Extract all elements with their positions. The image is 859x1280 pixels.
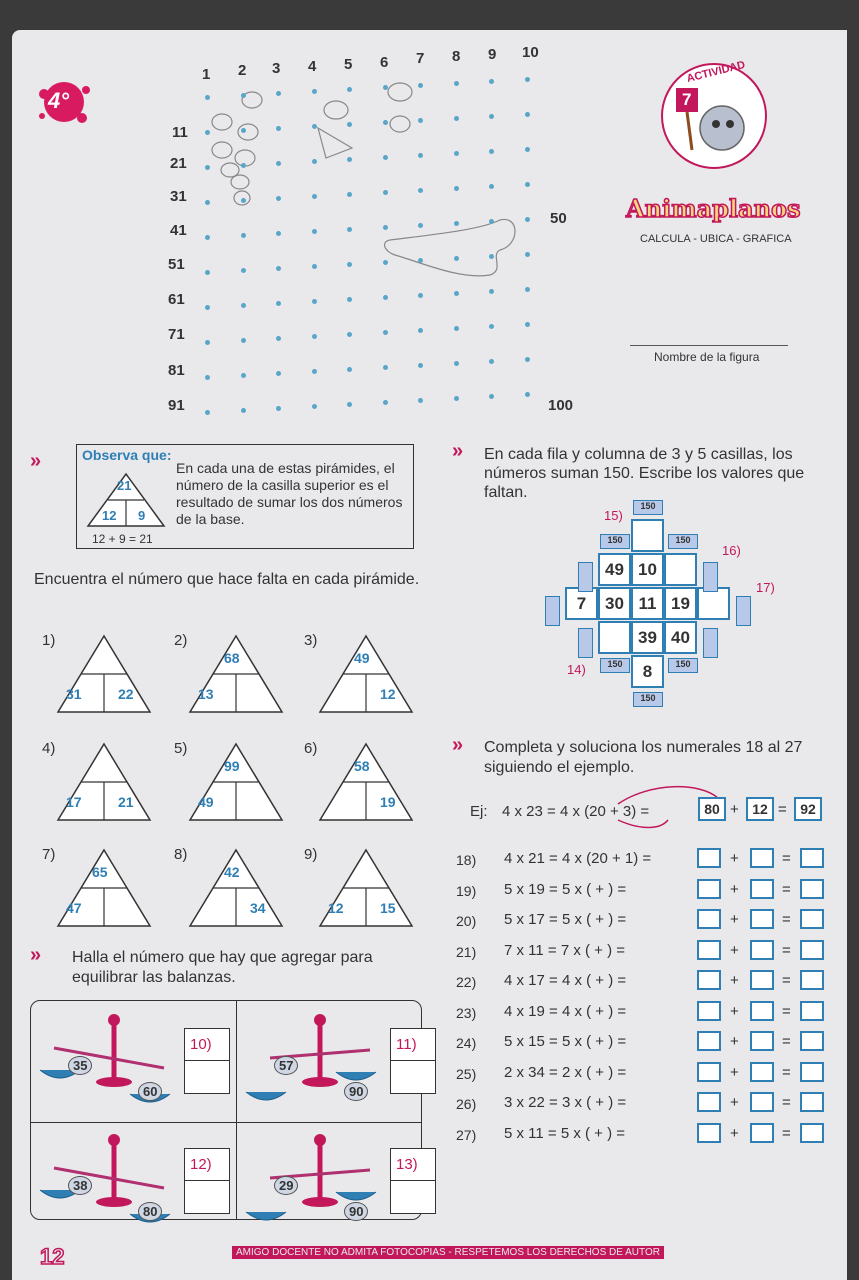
sum-tag: 150: [633, 500, 663, 515]
grid-dot: [312, 299, 317, 304]
row-label: 11: [172, 124, 188, 141]
grid-dot: [312, 334, 317, 339]
grid-dot: [454, 291, 459, 296]
pyramid-shape: [56, 848, 152, 928]
grid-dot: [418, 258, 423, 263]
numeral-index: 24): [456, 1035, 477, 1051]
pyramid-right[interactable]: 15: [380, 900, 396, 916]
pyramid-label: 5): [174, 740, 188, 757]
grid-dot: [347, 87, 352, 92]
cross-cell-empty[interactable]: [631, 519, 664, 552]
grid-dot: [525, 217, 530, 222]
weight-b: 80: [138, 1202, 162, 1221]
grid-dot: [489, 149, 494, 154]
grid-dot: [276, 161, 281, 166]
numeral-expression: 3 x 22 = 3 x ( + ) =: [504, 1094, 627, 1111]
grid-dot: [383, 365, 388, 370]
grid-dot: [276, 301, 281, 306]
grid-dot: [454, 81, 459, 86]
answer-box[interactable]: [697, 1092, 721, 1112]
grid-dot: [241, 128, 246, 133]
col-label: 10: [522, 44, 539, 61]
row-label: 61: [168, 291, 185, 308]
answer-box[interactable]: [750, 1062, 774, 1082]
grid-dot: [347, 367, 352, 372]
example-expression: 4 x 23 = 4 x (20 + 3) =: [502, 803, 650, 820]
pyramid-top[interactable]: 58: [354, 758, 370, 774]
answer-box[interactable]: [697, 940, 721, 960]
grid-dot: [489, 324, 494, 329]
sum-tag: [703, 628, 718, 658]
grade-label: 4°: [48, 88, 70, 113]
numeral-index: 23): [456, 1004, 477, 1021]
pyramids-instruction: Encuentra el número que hace falta en cada pirámide.: [34, 571, 420, 588]
pyramid-shape: [188, 634, 284, 714]
pyramid-shape: [188, 742, 284, 822]
answer-box[interactable]: [750, 1092, 774, 1112]
col-label: 8: [452, 48, 461, 65]
grid-dot: [383, 155, 388, 160]
grid-dot: [525, 147, 530, 152]
cross-cell-empty[interactable]: [598, 621, 631, 654]
answer-box[interactable]: [800, 1001, 824, 1021]
figure-name-label: Nombre de la figura: [654, 350, 760, 364]
example-answer: 92: [794, 797, 822, 821]
section-arrow-icon: »: [30, 450, 42, 472]
activity-title: Animaplanos: [626, 194, 801, 223]
sum-tag: [545, 596, 560, 626]
grid-dot: [312, 124, 317, 129]
grid-dot: [489, 114, 494, 119]
grid-dot: [205, 270, 210, 275]
row-label: 31: [170, 188, 187, 205]
sum-tag: 150: [600, 658, 630, 673]
pyramid-shape: [318, 742, 414, 822]
answer-box[interactable]: [750, 848, 774, 868]
cross-label-14: 14): [567, 662, 586, 677]
grid-dot: [205, 200, 210, 205]
grid-dot: [525, 252, 530, 257]
end-label: 50: [550, 210, 567, 227]
grid-dot: [347, 332, 352, 337]
grid-dot: [276, 231, 281, 236]
grid-dot: [205, 130, 210, 135]
grid-dot: [205, 165, 210, 170]
grid-dot: [418, 223, 423, 228]
numeral-expression: 5 x 11 = 5 x ( + ) =: [504, 1124, 626, 1142]
grid-dot: [241, 233, 246, 238]
grid-dot: [525, 112, 530, 117]
numeral-index: 20): [456, 913, 477, 929]
pyramid-label: 4): [42, 740, 56, 757]
grid-dot: [418, 188, 423, 193]
grid-dot: [383, 85, 388, 90]
numeral-expression: 4 x 17 = 4 x ( + ) =: [504, 972, 627, 989]
answer-box[interactable]: [697, 879, 721, 899]
grid-dot: [241, 338, 246, 343]
pyramid-left[interactable]: 13: [198, 686, 214, 702]
grid-dot: [418, 153, 423, 158]
grid-dot: [241, 163, 246, 168]
page-number: 12: [40, 1244, 65, 1269]
cross-cell: 11: [631, 587, 664, 620]
pyramid-label: 8): [174, 846, 188, 863]
answer-box[interactable]: [800, 970, 824, 990]
grid-dot: [312, 159, 317, 164]
weight-b: 60: [138, 1082, 162, 1101]
numeral-index: 18): [456, 852, 477, 868]
grid-dot: [525, 77, 530, 82]
weight-a: 38: [68, 1176, 92, 1195]
grid-dot: [241, 373, 246, 378]
balance-label: 13): [396, 1156, 418, 1173]
grid-dot: [347, 122, 352, 127]
grid-dot: [241, 303, 246, 308]
grid-dot: [276, 336, 281, 341]
col-label: 9: [488, 46, 497, 63]
activity-subtitle: CALCULA - UBICA - GRAFICA: [640, 233, 792, 245]
answer-box[interactable]: [800, 1031, 824, 1051]
grid-dot: [489, 219, 494, 224]
pyramid-shape: [318, 848, 414, 928]
answer-box[interactable]: [697, 1001, 721, 1021]
answer-box[interactable]: [800, 1062, 824, 1082]
numeral-index: 19): [456, 882, 477, 899]
answer-box[interactable]: [697, 1031, 721, 1051]
grid-dot: [347, 192, 352, 197]
example-top: 21: [117, 478, 132, 493]
pyramid-top[interactable]: 42: [224, 864, 240, 880]
grid-dot: [205, 410, 210, 415]
grid-dot: [525, 392, 530, 397]
grid-dot: [347, 297, 352, 302]
grid-dot: [489, 184, 494, 189]
answer-box[interactable]: [800, 1092, 824, 1112]
col-label: 3: [272, 60, 281, 77]
col-label: 7: [416, 50, 425, 67]
weight-a: 57: [274, 1056, 298, 1075]
numeral-expression: 5 x 15 = 5 x ( + ) =: [504, 1033, 627, 1050]
pyramid-right[interactable]: 22: [118, 686, 134, 702]
answer-box[interactable]: [800, 879, 824, 899]
copyright-notice: AMIGO DOCENTE NO ADMITA FOTOCOPIAS - RESPETEMOS LOS DERECHOS DE AUTOR: [232, 1246, 664, 1259]
weight-b: 90: [344, 1202, 368, 1221]
answer-box[interactable]: [800, 940, 824, 960]
example-answer: 12: [746, 797, 774, 821]
cross-cell: 49: [598, 553, 631, 586]
cross-cell-empty[interactable]: [664, 553, 697, 586]
numeral-index: 25): [456, 1065, 477, 1082]
balances-instruction: Halla el número que hay que agregar para equilibrar las balanzas.: [72, 949, 373, 986]
numeral-expression: 2 x 34 = 2 x ( + ) =: [504, 1063, 627, 1081]
example-right: 9: [138, 508, 146, 523]
answer-box[interactable]: [800, 848, 824, 868]
numeral-expression: 5 x 17 = 5 x ( + ) =: [504, 911, 627, 928]
pyramid-label: 2): [174, 632, 188, 649]
row-label: 51: [168, 256, 185, 273]
grid-dot: [383, 330, 388, 335]
sum-tag: [703, 562, 718, 592]
grid-dot: [418, 83, 423, 88]
grid-dot: [347, 402, 352, 407]
cross-cell: 7: [565, 587, 598, 620]
cross-cell: 30: [598, 587, 631, 620]
pyramid-shape: [56, 634, 152, 714]
answer-box[interactable]: [750, 970, 774, 990]
numeral-expression: 4 x 19 = 4 x ( + ) =: [504, 1002, 627, 1020]
answer-box[interactable]: [800, 909, 824, 929]
pyramid-left[interactable]: 31: [66, 686, 82, 702]
pyramid-shape: [56, 742, 152, 822]
grid-dot: [276, 406, 281, 411]
numeral-expression: 5 x 19 = 5 x ( + ) =: [504, 880, 627, 898]
grid-dot: [454, 361, 459, 366]
grid-dot: [312, 89, 317, 94]
end-label: 100: [548, 397, 574, 414]
answer-box[interactable]: [750, 879, 774, 899]
col-label: 5: [344, 56, 353, 73]
pyramid-top[interactable]: 68: [224, 650, 240, 666]
example-left: 12: [102, 508, 117, 523]
grid-dot: [454, 256, 459, 261]
sum-tag: 150: [668, 534, 698, 549]
section-arrow-icon: »: [452, 734, 464, 756]
grid-dot: [489, 394, 494, 399]
weight-a: 29: [274, 1176, 298, 1195]
row-label: 81: [168, 362, 185, 379]
pyramid-top[interactable]: 49: [354, 650, 370, 666]
grid-dot: [383, 260, 388, 265]
grid-dot: [383, 120, 388, 125]
balance-label: 10): [190, 1036, 212, 1053]
grid-dot: [347, 262, 352, 267]
pyramid-label: 1): [42, 632, 56, 649]
example-answer: 80: [698, 797, 726, 821]
grid-dot: [383, 225, 388, 230]
pyramid-left[interactable]: 49: [198, 794, 214, 810]
weight-b: 90: [344, 1082, 368, 1101]
answer-box[interactable]: [750, 1001, 774, 1021]
grid-dot: [205, 340, 210, 345]
grid-dot: [489, 359, 494, 364]
grid-dot: [312, 369, 317, 374]
numeral-index: 26): [456, 1096, 477, 1112]
observe-title: Observa que:: [82, 447, 172, 463]
numeral-index: 21): [456, 943, 477, 960]
grid-dot: [312, 264, 317, 269]
grid-dot: [383, 190, 388, 195]
cross-cell: 8: [631, 655, 664, 688]
grid-dot: [418, 398, 423, 403]
row-label: 41: [170, 222, 187, 239]
answer-box[interactable]: [697, 1123, 721, 1143]
cross-label-17: 17): [756, 580, 775, 595]
pyramid-shape: [188, 848, 284, 928]
pyramid-label: 7): [42, 846, 56, 863]
grid-dot: [418, 293, 423, 298]
grid-dot: [525, 287, 530, 292]
grid-dot: [276, 266, 281, 271]
cross-instruction: En cada fila y columna de 3 y 5 casillas, los números suman 150. Escribe los valores que faltan.: [484, 446, 805, 501]
grid-dot: [312, 194, 317, 199]
pyramid-left[interactable]: 17: [66, 794, 82, 810]
activity-badge: [652, 58, 782, 170]
numeral-expression: 7 x 11 = 7 x ( + ) =: [504, 941, 626, 959]
row-label: 21: [170, 155, 187, 172]
pyramid-label: 6): [304, 740, 318, 757]
grid-dot: [276, 91, 281, 96]
grid-dot: [418, 363, 423, 368]
activity-label: ACTIVIDAD: [685, 58, 747, 86]
grid-dot: [454, 151, 459, 156]
grid-dot: [347, 157, 352, 162]
grid-dot: [525, 322, 530, 327]
answer-box[interactable]: [800, 1123, 824, 1143]
pyramid-right[interactable]: 19: [380, 794, 396, 810]
numeral-index: 27): [456, 1126, 477, 1143]
answer-box[interactable]: [697, 848, 721, 868]
sum-tag: 150: [633, 692, 663, 707]
numerals-instruction: Completa y soluciona los numerales 18 al 27 siguiendo el ejemplo.: [484, 739, 803, 776]
grid-dot: [418, 118, 423, 123]
grid-dot: [454, 396, 459, 401]
answer-box[interactable]: [750, 1031, 774, 1051]
grid-dot: [525, 182, 530, 187]
answer-box[interactable]: [697, 1062, 721, 1082]
grid-dot: [347, 227, 352, 232]
example-prefix: Ej:: [470, 803, 488, 820]
grid-dot: [205, 95, 210, 100]
cross-label-16: 16): [722, 543, 741, 558]
col-label: 6: [380, 54, 389, 71]
grid-dot: [205, 375, 210, 380]
grid-dot: [241, 408, 246, 413]
sum-tag: [578, 628, 593, 658]
sum-tag: [578, 562, 593, 592]
grid-dot: [489, 254, 494, 259]
grade-badge: [32, 72, 96, 130]
cross-label-15: 15): [604, 508, 623, 523]
grid-dot: [276, 196, 281, 201]
grid-dot: [525, 357, 530, 362]
grid-dot: [276, 126, 281, 131]
answer-box[interactable]: [697, 909, 721, 929]
balance-label: 11): [396, 1036, 417, 1053]
pyramid-top[interactable]: 65: [92, 864, 108, 880]
sum-tag: 150: [600, 534, 630, 549]
pyramid-top[interactable]: 99: [224, 758, 240, 774]
col-label: 2: [238, 62, 247, 79]
section-arrow-icon: »: [30, 944, 42, 966]
grid-dot: [418, 328, 423, 333]
grid-dot: [241, 198, 246, 203]
activity-number: 7: [682, 90, 692, 109]
cross-cell: 40: [664, 621, 697, 654]
pyramid-left[interactable]: 47: [66, 900, 82, 916]
grid-dot: [454, 326, 459, 331]
grid-dot: [383, 295, 388, 300]
answer-box[interactable]: [750, 1123, 774, 1143]
grid-dot: [276, 371, 281, 376]
col-label: 4: [308, 58, 317, 75]
answer-box[interactable]: [750, 940, 774, 960]
pyramid-right[interactable]: 21: [118, 794, 134, 810]
answer-box[interactable]: [697, 970, 721, 990]
balance-label: 12): [190, 1156, 212, 1173]
figure-name-line: [630, 345, 788, 346]
pyramid-left[interactable]: 12: [328, 900, 344, 916]
grid-dot: [454, 186, 459, 191]
sum-tag: [736, 596, 751, 626]
pyramid-shape: [318, 634, 414, 714]
grid-dot: [312, 229, 317, 234]
row-label: 71: [168, 326, 185, 343]
grid-dot: [205, 235, 210, 240]
numeral-index: 22): [456, 974, 477, 990]
grid-dot: [383, 400, 388, 405]
example-sum: 12 + 9 = 21: [92, 532, 153, 546]
cross-cell: 39: [631, 621, 664, 654]
col-label: 1: [202, 66, 211, 83]
pyramid-right[interactable]: 12: [380, 686, 396, 702]
grid-dot: [489, 289, 494, 294]
pyramid-label: 9): [304, 846, 318, 863]
grid-dot: [205, 305, 210, 310]
pyramid-right[interactable]: 34: [250, 900, 266, 916]
pyramid-label: 3): [304, 632, 318, 649]
cross-cell: 19: [664, 587, 697, 620]
observe-text: En cada una de estas pirámides, el número de la casilla superior es el resultado de sumar los dos números de la base.: [176, 460, 403, 527]
grid-dot: [454, 221, 459, 226]
grid-dot: [454, 116, 459, 121]
grid-dot: [241, 268, 246, 273]
row-label: 91: [168, 397, 185, 414]
weight-a: 35: [68, 1056, 92, 1075]
section-arrow-icon: »: [452, 440, 464, 462]
grid-dot: [489, 79, 494, 84]
grid-dot: [241, 93, 246, 98]
grid-dot: [312, 404, 317, 409]
numeral-expression: 4 x 21 = 4 x (20 + 1) =: [504, 850, 652, 867]
cross-cell: 10: [631, 553, 664, 586]
answer-box[interactable]: [750, 909, 774, 929]
sum-tag: 150: [668, 658, 698, 673]
